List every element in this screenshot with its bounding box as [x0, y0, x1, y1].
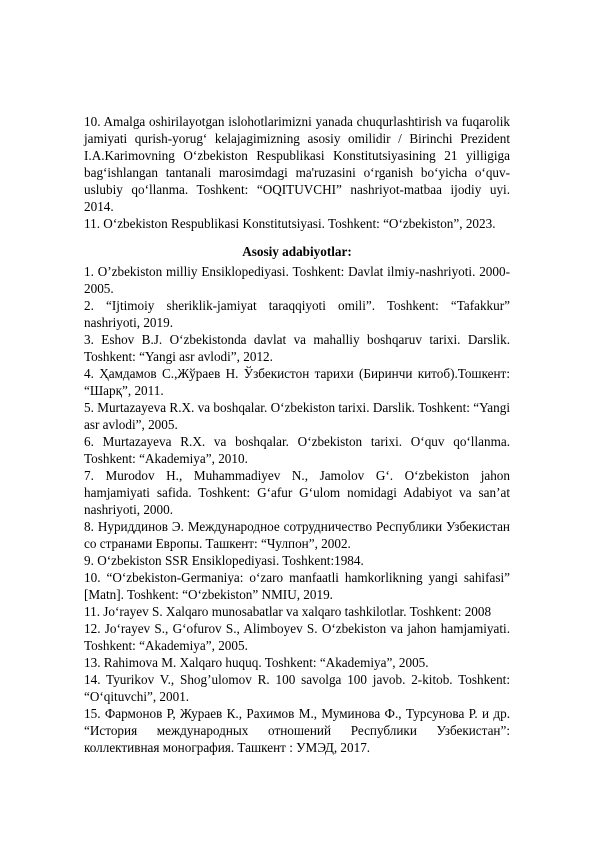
reference-entry: 3. Eshov B.J. O‘zbekistonda davlat va mahalliy boshqaruv tarixi. Darslik. Toshkent: “Yangi asr avlodi”, 2012. [84, 332, 510, 364]
reference-entry: 2. “Ijtimoiy sheriklik-jamiyat taraqqiyoti omili”. Toshkent: “Tafakkur” nashriyoti, 2019. [84, 298, 510, 330]
section-heading: Asosiy adabiyotlar: [242, 244, 352, 259]
reference-entry: 6. Murtazayeva R.X. va boshqalar. O‘zbekiston tarixi. O‘quv qo‘llanma. Toshkent: “Akademiya”, 2010. [84, 434, 510, 466]
document-page [84, 113, 510, 756]
reference-entry: 10. “O‘zbekiston-Germaniya: o‘zaro manfaatli hamkorlikning yangi sahifasi” [Matn]. Toshkent: “O‘zbekiston” NMIU, 2019. [84, 570, 510, 602]
reference-entry: 4. Ҳамдамов С.,Жўраев Н. Ўзбекистон тарихи (Биринчи китоб).Тошкент: “Шарқ”, 2011. [84, 366, 510, 398]
reference-entry: 7. Murodov H., Muhammadiyev N., Jamolov G‘. O‘zbekiston jahon hamjamiyati safida. Toshkent: G‘afur G‘ulom nomidagi Adabiyot va san’at nashriyoti, 2000. [84, 468, 510, 517]
reference-entry: 5. Murtazayeva R.X. va boshqalar. O‘zbekiston tarixi. Darslik. Toshkent: “Yangi asr avlodi”, 2005. [84, 400, 510, 432]
reference-entry: 14. Tyurikov V., Shog’ulomov R. 100 savolga 100 javob. 2-kitob. Toshkent: “O‘qituvchi”, 2001. [84, 672, 510, 704]
reference-entry: 1. O’zbekiston milliy Ensiklopediyasi. Toshkent: Davlat ilmiy-nashriyoti. 2000-2005. [84, 264, 510, 296]
reference-entry: 9. O‘zbekiston SSR Ensiklopediyasi. Toshkent:1984. [84, 553, 364, 568]
reference-entry: 8. Нуриддинов Э. Международное сотрудничество Республики Узбекистан со странами Европы. Ташкент: “Чулпон”, 2002. [84, 519, 510, 551]
reference-entry: 13. Rahimova M. Xalqaro huquq. Toshkent: “Akademiya”, 2005. [84, 655, 429, 670]
reference-entry: 10. Amalga oshirilayotgan islohotlarimizni yanada chuqurlashtirish va fuqarolik jamiyati qurish-yorug‘ kelajagimizning asosiy omilidir / Birinchi Prezident I.A.Karimovning O‘zbekiston Respublikasi Konstitutsiyasining 21 yilligiga bag‘ishlangan tantanali marosimdagi ma'ruzasini o‘rganish bo‘yicha o‘quv-uslubiy qo‘llanma. Toshkent: “OQITUVCHI” nashriyot-matbaa ijodiy uyi. 2014. [84, 114, 510, 214]
reference-entry: 11. O‘zbekiston Respublikasi Konstitutsiyasi. Toshkent: “O‘zbekiston”, 2023. [84, 216, 496, 231]
reference-entry: 11. Jo‘rayev S. Xalqaro munosabatlar va xalqaro tashkilotlar. Toshkent: 2008 [84, 604, 492, 619]
reference-entry: 15. Фармонов Р, Жураев К., Рахимов М., Муминова Ф., Турсунова Р. и др. “История международных отношений Республики Узбекистан”: коллективная монография. Ташкент : УМЭД, 2017. [84, 706, 510, 755]
reference-entry: 12. Jo‘rayev S., G‘ofurov S., Alimboyev S. O‘zbekiston va jahon hamjamiyati. Toshkent: “Akademiya”, 2005. [84, 621, 510, 653]
